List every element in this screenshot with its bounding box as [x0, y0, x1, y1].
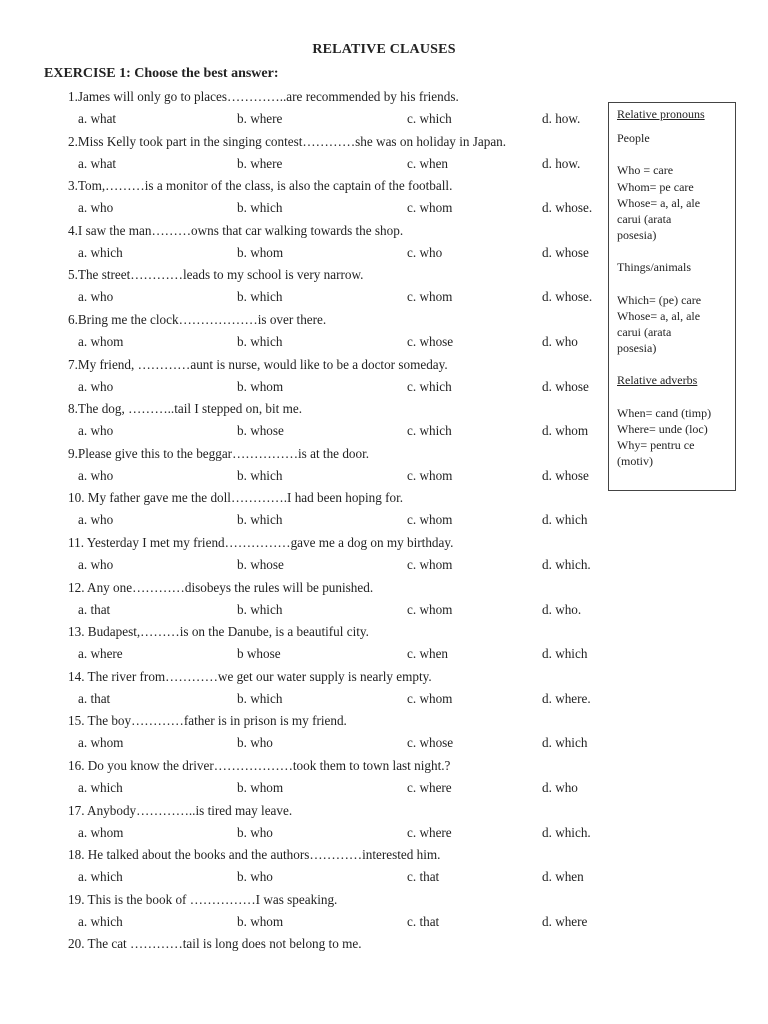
question-text: 13. Budapest,………is on the Danube, is a beautiful city.	[68, 624, 369, 640]
answer-option-b: b. who	[237, 869, 273, 885]
question-item	[68, 666, 608, 711]
question-text: 1.James will only go to places…………..are recommended by his friends.	[68, 89, 459, 104]
question-item	[68, 755, 608, 800]
whose-definition-line-2: carui (arata	[617, 212, 672, 227]
answer-option-d: d. which	[542, 646, 588, 662]
answer-option-b: b. who	[237, 735, 273, 751]
answer-option-c: c. which	[407, 111, 452, 126]
answer-option-b: b. which	[237, 333, 283, 349]
question-text: 14. The river from…………we get our water supply is nearly empty.	[68, 668, 432, 684]
question-text: 5.The street…………leads to my school is very narrow.	[68, 267, 364, 283]
answer-option-a: a. which	[78, 913, 123, 929]
answer-option-b: b. where	[237, 111, 283, 126]
answer-options	[68, 509, 608, 531]
answer-option-b: b. whom	[237, 244, 284, 260]
answer-option-c: c. where	[407, 779, 452, 795]
people-label: People	[617, 131, 650, 146]
whose-definition-line-3: posesia)	[617, 228, 657, 243]
answer-option-d: d. which	[542, 735, 588, 751]
relative-adverbs-heading: Relative adverbs	[617, 373, 698, 388]
answer-option-d: d. whose	[542, 378, 589, 394]
answer-options	[68, 554, 608, 576]
question-item	[68, 443, 608, 488]
answer-options	[68, 420, 608, 442]
question-item	[68, 86, 608, 131]
answer-option-b: b. which	[237, 601, 283, 617]
answer-option-c: c. whom	[407, 289, 453, 305]
answer-options	[68, 911, 608, 933]
answer-option-d: d. how.	[542, 155, 581, 171]
answer-options	[68, 866, 608, 888]
answer-options	[68, 108, 608, 130]
answer-options	[68, 643, 608, 665]
answer-option-c: c. which	[407, 423, 452, 439]
question-item	[68, 710, 608, 755]
answer-option-a: a. what	[78, 111, 117, 126]
answer-option-a: a. what	[78, 155, 117, 171]
answer-option-c: c. that	[407, 869, 440, 885]
answer-option-d: d. which	[542, 512, 588, 528]
which-definition: Which= (pe) care	[617, 292, 702, 307]
question-item	[68, 131, 608, 176]
answer-options	[68, 197, 608, 219]
answer-options	[68, 822, 608, 844]
answer-option-b: b. which	[237, 512, 283, 528]
answer-options	[68, 153, 608, 175]
question-text: 20. The cat …………tail is long does not belong to me.	[68, 936, 362, 952]
answer-option-c: c. whom	[407, 690, 453, 706]
question-text: 9.Please give this to the beggar……………is at the door.	[68, 445, 370, 461]
question-item	[68, 577, 608, 622]
answer-option-d: d. where.	[542, 690, 591, 706]
answer-option-b: b whose	[237, 646, 281, 662]
answer-option-c: c. who	[407, 244, 443, 260]
answer-option-c: c. whom	[407, 601, 453, 617]
question-text: 8.The dog, ………..tail I stepped on, bit me.	[68, 401, 303, 417]
reference-box	[608, 102, 736, 491]
answer-option-a: a. who	[78, 467, 114, 483]
answer-option-a: a. whom	[78, 824, 124, 840]
answer-option-a: a. which	[78, 244, 123, 260]
question-text: 16. Do you know the driver………………took them to town last night.?	[68, 757, 451, 773]
question-text: 15. The boy…………father is in prison is my friend.	[68, 713, 347, 729]
question-item	[68, 487, 608, 532]
question-text: 19. This is the book of ……………I was speaking.	[68, 891, 338, 907]
question-list	[68, 86, 608, 978]
answer-options	[68, 242, 608, 264]
answer-options	[68, 777, 608, 799]
relative-pronouns-heading: Relative pronouns	[617, 107, 705, 121]
whose-definition-line-1: Whose= a, al, ale	[617, 195, 701, 210]
answer-option-c: c. where	[407, 824, 452, 840]
answer-options	[68, 331, 608, 353]
answer-option-c: c. when	[407, 155, 449, 171]
exercise-heading: EXERCISE 1: Choose the best answer:	[44, 66, 279, 81]
whose-things-definition-line-2: carui (arata	[617, 325, 672, 340]
answer-option-d: d. who.	[542, 601, 582, 617]
when-definition: When= cand (timp)	[617, 405, 712, 420]
answer-option-c: c. which	[407, 378, 452, 394]
question-text: 10. My father gave me the doll………….I had been hoping for.	[68, 490, 404, 506]
answer-option-c: c. whose	[407, 333, 454, 349]
question-text: 2.Miss Kelly took part in the singing contest…………she was on holiday in Japan.	[68, 133, 507, 149]
question-item	[68, 175, 608, 220]
answer-option-b: b. whom	[237, 779, 284, 795]
answer-option-c: c. when	[407, 646, 449, 662]
answer-option-c: c. whom	[407, 512, 453, 528]
question-item	[68, 398, 608, 443]
answer-option-a: a. that	[78, 601, 111, 617]
answer-option-d: d. who	[542, 333, 578, 349]
answer-option-a: a. who	[78, 512, 114, 528]
answer-options	[68, 465, 608, 487]
question-item	[68, 889, 608, 934]
answer-option-c: c. whose	[407, 735, 454, 751]
answer-options	[68, 688, 608, 710]
answer-option-a: a. who	[78, 423, 114, 439]
page-title: RELATIVE CLAUSES	[312, 42, 456, 57]
question-text: 18. He talked about the books and the authors…………interested him.	[68, 847, 441, 863]
answer-option-d: d. whose	[542, 467, 589, 483]
answer-option-b: b. whom	[237, 378, 284, 394]
answer-option-a: a. that	[78, 690, 111, 706]
answer-option-d: d. who	[542, 779, 578, 795]
answer-option-a: a. whom	[78, 333, 124, 349]
question-text: 3.Tom,………is a monitor of the class, is also the captain of the football.	[68, 178, 453, 194]
question-item	[68, 532, 608, 577]
answer-option-b: b. which	[237, 467, 283, 483]
whom-definition: Whom= pe care	[617, 179, 694, 194]
answer-options	[68, 732, 608, 754]
question-text: 11. Yesterday I met my friend……………gave me a dog on my birthday.	[68, 534, 454, 550]
answer-option-b: b. whose	[237, 423, 284, 439]
where-definition: Where= unde (loc)	[617, 421, 708, 436]
answer-option-d: d. where	[542, 913, 588, 929]
answer-option-c: c. whom	[407, 467, 453, 483]
answer-option-d: d. whose.	[542, 289, 593, 305]
answer-option-c: c. whom	[407, 200, 453, 216]
question-item	[68, 933, 608, 978]
answer-option-d: d. when	[542, 869, 584, 885]
answer-option-d: d. which.	[542, 556, 591, 572]
answer-option-a: a. who	[78, 289, 114, 305]
answer-option-a: a. who	[78, 556, 114, 572]
answer-option-d: d. whom	[542, 423, 589, 439]
answer-option-b: b. which	[237, 690, 283, 706]
answer-options	[68, 599, 608, 621]
answer-option-c: c. that	[407, 913, 440, 929]
question-item	[68, 800, 608, 845]
answer-option-b: b. which	[237, 200, 283, 216]
answer-option-d: d. how.	[542, 111, 581, 126]
question-item	[68, 621, 608, 666]
why-definition-line-2: (motiv)	[617, 454, 653, 469]
things-animals-label: Things/animals	[617, 260, 691, 275]
why-definition-line-1: Why= pentru ce	[617, 438, 695, 453]
answer-option-a: a. which	[78, 779, 123, 795]
whose-things-definition-line-1: Whose= a, al, ale	[617, 308, 701, 323]
answer-option-a: a. whom	[78, 735, 124, 751]
question-text: 7.My friend, …………aunt is nurse, would like to be a doctor someday.	[68, 356, 448, 372]
question-item	[68, 354, 608, 399]
question-text: 12. Any one…………disobeys the rules will be punished.	[68, 579, 374, 595]
question-item	[68, 264, 608, 309]
answer-options	[68, 286, 608, 308]
answer-option-b: b. which	[237, 289, 283, 305]
answer-option-c: c. whom	[407, 556, 453, 572]
answer-options	[68, 376, 608, 398]
answer-option-a: a. where	[78, 646, 123, 662]
answer-option-b: b. whom	[237, 913, 284, 929]
question-text: 4.I saw the man………owns that car walking towards the shop.	[68, 222, 404, 238]
question-item	[68, 220, 608, 265]
answer-option-a: a. who	[78, 378, 114, 394]
question-text: 6.Bring me the clock………………is over there.	[68, 311, 327, 327]
answer-option-b: b. who	[237, 824, 273, 840]
answer-option-d: d. which.	[542, 824, 591, 840]
who-definition: Who = care	[617, 163, 674, 178]
question-item	[68, 844, 608, 889]
whose-things-definition-line-3: posesia)	[617, 341, 657, 356]
answer-option-a: a. which	[78, 869, 123, 885]
question-text: 17. Anybody…………..is tired may leave.	[68, 802, 293, 818]
answer-option-d: d. whose	[542, 244, 589, 260]
answer-option-b: b. whose	[237, 556, 284, 572]
question-item	[68, 309, 608, 354]
answer-option-d: d. whose.	[542, 200, 593, 216]
answer-option-a: a. who	[78, 200, 114, 216]
answer-option-b: b. where	[237, 155, 283, 171]
